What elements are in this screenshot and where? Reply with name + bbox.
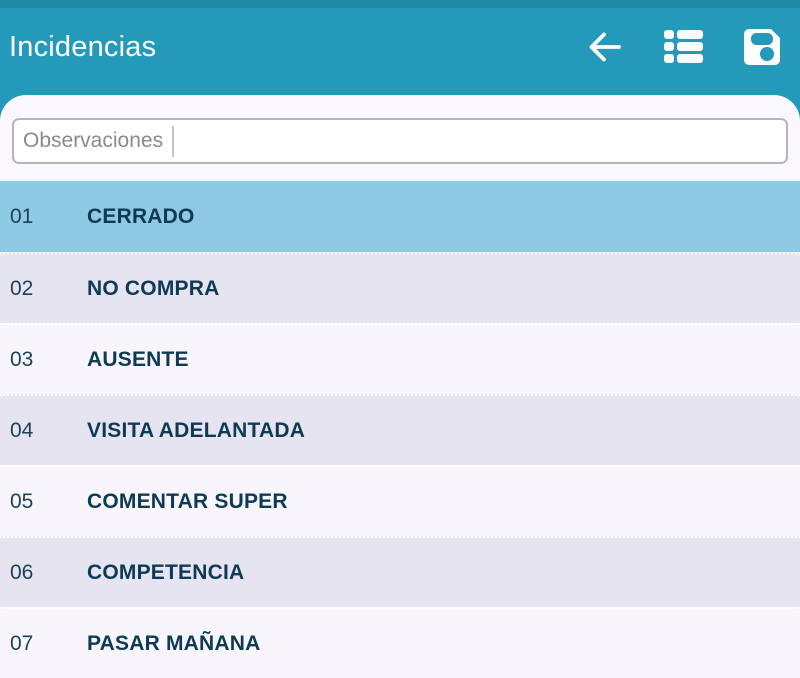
save-button[interactable] [739, 22, 785, 74]
item-label: COMPETENCIA [87, 560, 245, 584]
item-number: 06 [10, 560, 34, 584]
list-item[interactable] [0, 536, 800, 607]
incidencias-list [0, 181, 800, 678]
list-item[interactable] [0, 252, 800, 323]
item-label: CERRADO [87, 204, 195, 228]
page-title: Incidencias [9, 31, 157, 63]
status-bar [0, 0, 800, 8]
list-item[interactable] [0, 607, 800, 678]
item-number: 07 [10, 631, 34, 655]
list-view-icon [662, 26, 704, 71]
list-item[interactable] [0, 323, 800, 394]
item-label: NO COMPRA [87, 276, 220, 300]
list-item[interactable] [0, 394, 800, 465]
item-label: AUSENTE [87, 347, 189, 371]
observaciones-label: Observaciones [23, 129, 164, 152]
save-icon [739, 24, 785, 73]
item-label: VISITA ADELANTADA [87, 418, 306, 442]
content-card [0, 95, 800, 181]
list-view-button[interactable] [660, 22, 706, 74]
item-label: PASAR MAÑANA [87, 631, 261, 655]
item-number: 01 [10, 204, 34, 228]
list-item[interactable] [0, 465, 800, 536]
item-number: 03 [10, 347, 34, 371]
app-bar-actions [581, 22, 785, 74]
back-arrow-icon [583, 27, 625, 70]
item-number: 05 [10, 489, 34, 513]
item-number: 02 [10, 276, 34, 300]
item-label: COMENTAR SUPER [87, 489, 288, 513]
back-button[interactable] [581, 22, 627, 74]
observaciones-field[interactable] [12, 118, 788, 164]
item-number: 04 [10, 418, 34, 442]
observaciones-input[interactable] [174, 120, 786, 162]
list-item[interactable] [0, 181, 800, 252]
